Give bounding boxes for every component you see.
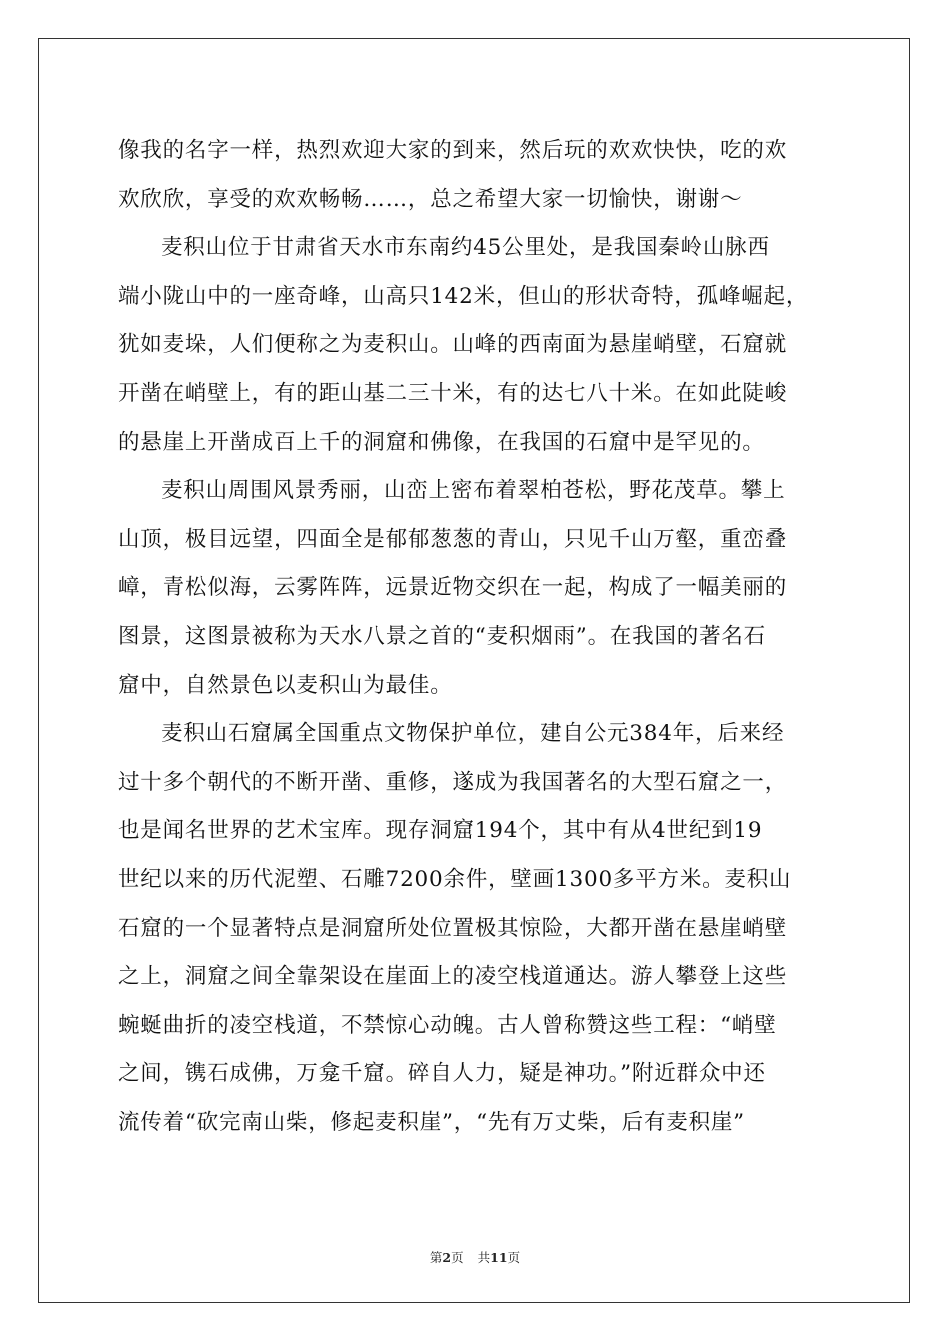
text-line: 欢欣欣，享受的欢欢畅畅……，总之希望大家一切愉快，谢谢～: [118, 186, 743, 212]
text-line: 窟中，自然景色以麦积山为最佳。: [118, 672, 453, 698]
text-line: 嶂，青松似海，云雾阵阵，远景近物交织在一起，构成了一幅美丽的: [118, 575, 788, 601]
text-line: 过十多个朝代的不断开凿、重修，遂成为我国著名的大型石窟之一，: [118, 769, 788, 795]
text-line: 山顶，极目远望，四面全是郁郁葱葱的青山，只见千山万壑，重峦叠: [118, 526, 788, 552]
text-line: 流传着“砍完南山柴，修起麦积崖”，“先有万丈柴，后有麦积崖”: [118, 1109, 745, 1135]
text-line: 蜿蜒曲折的凌空栈道，不禁惊心动魄。古人曾称赞这些工程：“峭壁: [118, 1012, 777, 1038]
paragraph-start-line: 麦积山石窟属全国重点文物保护单位，建自公元384年，后来经: [161, 721, 785, 747]
text-line: 石窟的一个显著特点是洞窟所处位置极其惊险，大都开凿在悬崖峭壁: [118, 915, 788, 941]
text-line: 也是闻名世界的艺术宝库。现存洞窟194个，其中有从4世纪到19: [118, 818, 763, 844]
page-total-indicator: 共11页: [477, 1250, 521, 1265]
body-text: [118, 127, 838, 1147]
text-line: 世纪以来的历代泥塑、石雕7200余件，壁画1300多平方米。麦积山: [118, 866, 792, 892]
page-footer: [0, 1248, 950, 1266]
text-line: 犹如麦垛，人们便称之为麦积山。山峰的西南面为悬崖峭壁，石窟就: [118, 332, 788, 358]
text-line: 像我的名字一样，热烈欢迎大家的到来，然后玩的欢欢快快，吃的欢: [118, 138, 788, 163]
text-line: 之上，洞窟之间全靠架设在崖面上的凌空栈道通达。游人攀登上这些: [118, 964, 788, 990]
text-line: 之间，镌石成佛，万龛千窟。碎自人力，疑是神功。”附近群众中还: [118, 1061, 766, 1087]
paragraph-start-line: 麦积山位于甘肃省天水市东南约45公里处，是我国秦岭山脉西: [161, 235, 770, 261]
paragraph-start-line: 麦积山周围风景秀丽，山峦上密布着翠柏苍松，野花茂草。攀上: [161, 478, 786, 504]
text-line: 端小陇山中的一座奇峰，山高只142米，但山的形状奇特，孤峰崛起，: [118, 283, 809, 309]
text-line: 图景，这图景被称为天水八景之首的“麦积烟雨”。在我国的著名石: [118, 623, 766, 649]
text-line: 的悬崖上开凿成百上千的洞窟和佛像，在我国的石窟中是罕见的。: [118, 429, 765, 455]
text-line: 开凿在峭壁上，有的距山基二三十米，有的达七八十米。在如此陡峻: [118, 380, 788, 406]
page-number-indicator: 第2页: [429, 1250, 464, 1265]
